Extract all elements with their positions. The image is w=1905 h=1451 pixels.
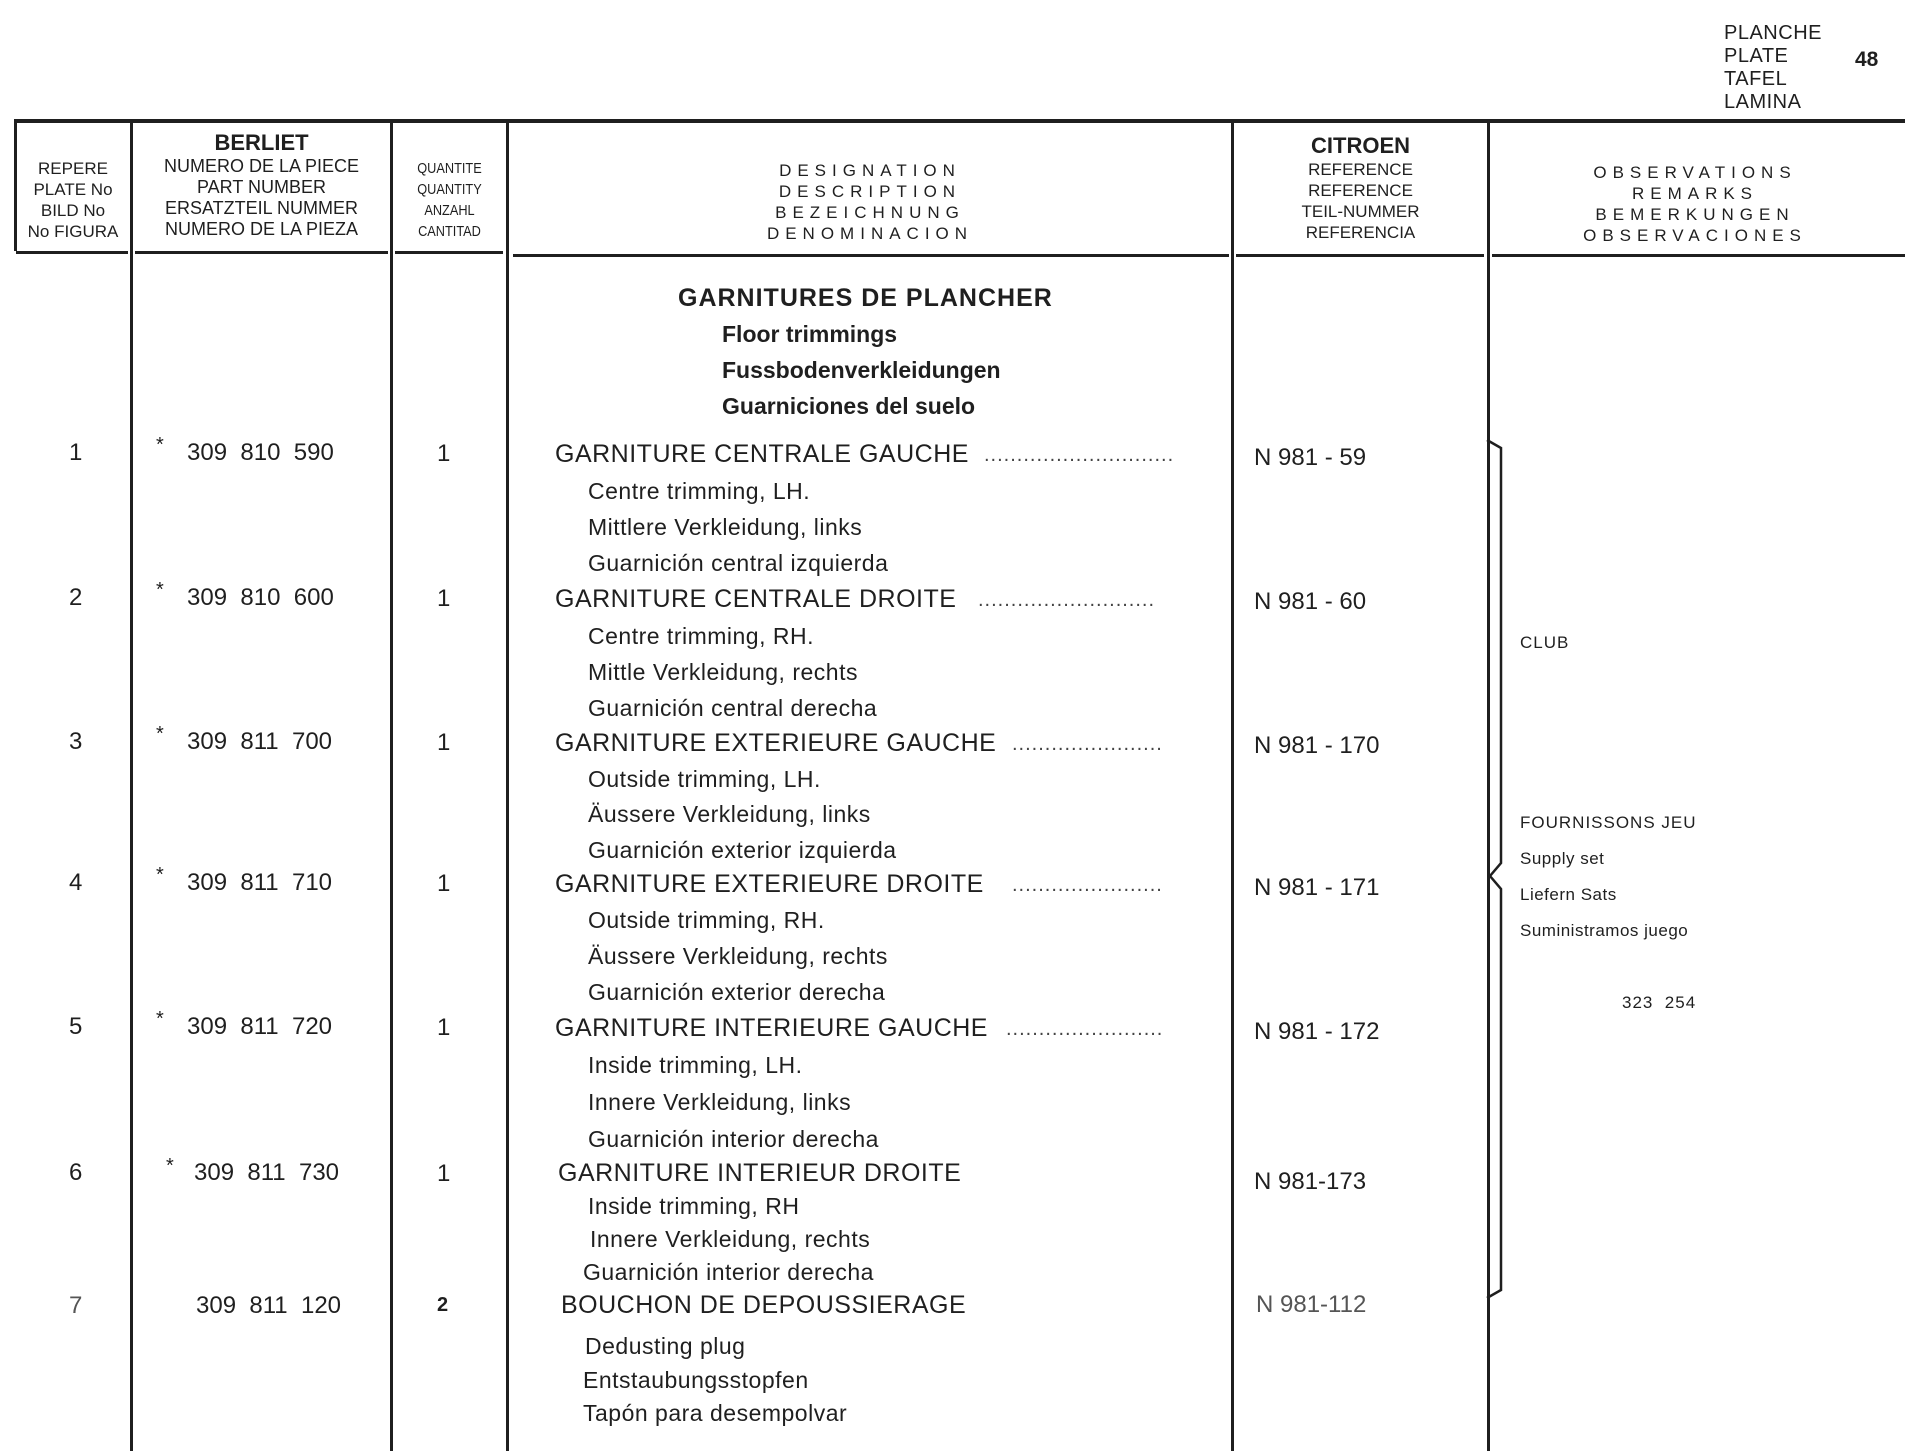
header-quantity bbox=[393, 158, 506, 242]
header-observations-line: BEMERKUNGEN bbox=[1595, 205, 1795, 224]
header-citroen-line: REFERENCE bbox=[1308, 181, 1413, 200]
row-quantity: 2 bbox=[437, 1294, 449, 1316]
row-leader-dots: ....................... bbox=[1012, 733, 1163, 755]
row-star: * bbox=[156, 864, 164, 886]
row-designation-en: Centre trimming, LH. bbox=[588, 478, 811, 504]
row-citroen-ref: N 981 - 59 bbox=[1254, 444, 1367, 471]
row-part-number: 309 811 700 bbox=[187, 728, 333, 755]
header-citroen-title: CITROEN bbox=[1311, 133, 1410, 158]
header-underline bbox=[395, 251, 503, 254]
row-leader-dots: ............................. bbox=[984, 444, 1175, 466]
observation-supply-es: Suministramos juego bbox=[1520, 921, 1689, 940]
row-designation: GARNITURE CENTRALE DROITE bbox=[555, 585, 957, 613]
row-citroen-ref: N 981 - 60 bbox=[1254, 588, 1367, 615]
row-part-number: 309 811 710 bbox=[187, 869, 333, 896]
row-designation-de: Entstaubungsstopfen bbox=[583, 1367, 809, 1393]
observation-supply-fr: FOURNISSONS JEU bbox=[1520, 813, 1697, 832]
header-underline bbox=[135, 251, 388, 254]
column-rule bbox=[390, 123, 393, 1451]
row-designation-es: Tapón para desempolvar bbox=[583, 1400, 848, 1426]
header-berliet-line: NUMERO DE LA PIECE bbox=[163, 156, 360, 176]
row-citroen-ref: N 981 - 171 bbox=[1254, 874, 1380, 901]
row-citroen-ref: N 981 - 172 bbox=[1254, 1018, 1380, 1045]
plate-word: PLATE bbox=[1724, 45, 1789, 67]
observation-supply-en: Supply set bbox=[1520, 849, 1605, 868]
row-designation: GARNITURE CENTRALE GAUCHE bbox=[555, 440, 969, 468]
row-designation: GARNITURE EXTERIEURE DROITE bbox=[555, 870, 984, 898]
row-quantity: 1 bbox=[437, 1160, 451, 1187]
plate-word: LAMINA bbox=[1724, 91, 1802, 113]
row-designation-de: Innere Verkleidung, rechts bbox=[590, 1226, 871, 1252]
header-citroen-line: TEIL-NUMMER bbox=[1301, 202, 1420, 221]
row-designation-de: Mittlere Verkleidung, links bbox=[588, 514, 863, 540]
header-underline bbox=[1492, 254, 1905, 257]
observation-supply-de: Liefern Sats bbox=[1520, 885, 1617, 904]
observation-club: CLUB bbox=[1520, 633, 1570, 652]
row-designation-de: Mittle Verkleidung, rechts bbox=[588, 659, 858, 685]
header-observations-line: OBSERVATIONS bbox=[1593, 163, 1797, 182]
header-berliet-line: PART NUMBER bbox=[196, 177, 327, 197]
section-subtitle: Guarniciones del suelo bbox=[722, 393, 976, 419]
row-designation: BOUCHON DE DEPOUSSIERAGE bbox=[561, 1291, 967, 1319]
header-quantity-line: CANTITAD bbox=[418, 223, 481, 240]
row-designation-es: Guarnición interior derecha bbox=[583, 1259, 874, 1285]
row-leader-dots: ........................ bbox=[1006, 1018, 1164, 1040]
row-star: * bbox=[156, 723, 164, 745]
row-designation-en: Centre trimming, RH. bbox=[588, 623, 814, 649]
row-quantity: 1 bbox=[437, 1014, 451, 1041]
plate-word: TAFEL bbox=[1724, 68, 1788, 90]
row-part-number: 309 811 730 bbox=[194, 1159, 340, 1186]
header-designation-line: DESIGNATION bbox=[779, 161, 961, 180]
row-ref: 3 bbox=[69, 728, 83, 755]
row-citroen-ref: N 981 - 170 bbox=[1254, 732, 1380, 759]
header-underline bbox=[513, 254, 1229, 257]
row-designation-de: Äussere Verkleidung, links bbox=[588, 801, 871, 827]
header-ref-line: PLATE No bbox=[33, 180, 113, 199]
plate-label-block bbox=[1724, 22, 1822, 114]
header-ref bbox=[17, 158, 129, 242]
row-quantity: 1 bbox=[437, 585, 451, 612]
row-ref: 2 bbox=[69, 584, 83, 611]
header-designation-line: DENOMINACION bbox=[766, 224, 974, 243]
observation-set-number: 323 254 bbox=[1622, 993, 1697, 1012]
row-citroen-ref: N 981-112 bbox=[1256, 1291, 1367, 1318]
row-star: * bbox=[166, 1155, 174, 1177]
header-berliet-line: ERSATZTEIL NUMMER bbox=[164, 198, 358, 218]
row-part-number: 309 811 120 bbox=[196, 1292, 342, 1319]
section-title: GARNITURES DE PLANCHER bbox=[678, 284, 1053, 312]
header-quantity-line: ANZAHL bbox=[424, 202, 475, 219]
header-quantity-line: QUANTITY bbox=[417, 181, 482, 198]
row-designation: GARNITURE INTERIEUR DROITE bbox=[558, 1159, 962, 1187]
row-designation-es: Guarnición central derecha bbox=[588, 695, 878, 721]
section-subtitle: Fussbodenverkleidungen bbox=[722, 357, 1001, 383]
bracket-brace-icon bbox=[1485, 438, 1509, 1300]
header-berliet bbox=[133, 130, 390, 240]
row-designation: GARNITURE INTERIEURE GAUCHE bbox=[555, 1014, 988, 1042]
row-leader-dots: ........................... bbox=[978, 589, 1156, 611]
column-rule bbox=[506, 123, 509, 1451]
row-designation-de: Äussere Verkleidung, rechts bbox=[588, 943, 888, 969]
header-berliet-title: BERLIET bbox=[214, 130, 309, 155]
header-observations bbox=[1490, 162, 1905, 246]
row-designation-de: Innere Verkleidung, links bbox=[588, 1089, 852, 1115]
header-citroen-line: REFERENCE bbox=[1308, 160, 1413, 179]
row-star: * bbox=[156, 1008, 164, 1030]
top-rule bbox=[14, 119, 1905, 123]
row-designation: GARNITURE EXTERIEURE GAUCHE bbox=[555, 729, 997, 757]
row-ref: 4 bbox=[69, 869, 83, 896]
header-citroen-line: REFERENCIA bbox=[1305, 223, 1416, 242]
header-designation-line: BEZEICHNUNG bbox=[775, 203, 965, 222]
row-designation-es: Guarnición interior derecha bbox=[588, 1126, 879, 1152]
row-designation-en: Inside trimming, LH. bbox=[588, 1052, 803, 1078]
header-designation bbox=[509, 160, 1231, 244]
column-rule bbox=[130, 123, 133, 1451]
header-quantity-line: QUANTITE bbox=[417, 160, 482, 177]
row-ref: 6 bbox=[69, 1159, 83, 1186]
header-ref-line: No FIGURA bbox=[27, 222, 119, 241]
plate-word: PLANCHE bbox=[1724, 22, 1822, 44]
row-designation-es: Guarnición central izquierda bbox=[588, 550, 889, 576]
header-underline bbox=[16, 251, 128, 254]
row-part-number: 309 810 590 bbox=[187, 439, 334, 466]
header-citroen bbox=[1234, 133, 1487, 243]
header-designation-line: DESCRIPTION bbox=[778, 182, 962, 201]
column-rule bbox=[1231, 123, 1234, 1451]
row-star: * bbox=[156, 579, 164, 601]
row-ref: 1 bbox=[69, 439, 83, 466]
row-designation-en: Outside trimming, LH. bbox=[588, 766, 821, 792]
row-part-number: 309 811 720 bbox=[187, 1013, 333, 1040]
header-observations-line: OBSERVACIONES bbox=[1583, 226, 1807, 245]
row-designation-en: Inside trimming, RH bbox=[588, 1193, 800, 1219]
row-quantity: 1 bbox=[437, 870, 451, 897]
header-ref-line: REPERE bbox=[38, 159, 108, 178]
row-designation-es: Guarnición exterior izquierda bbox=[588, 837, 897, 863]
row-ref: 7 bbox=[69, 1292, 83, 1319]
row-ref: 5 bbox=[69, 1013, 83, 1040]
row-quantity: 1 bbox=[437, 729, 451, 756]
plate-number: 48 bbox=[1855, 48, 1879, 71]
row-designation-es: Guarnición exterior derecha bbox=[588, 979, 886, 1005]
row-leader-dots: ....................... bbox=[1012, 874, 1163, 896]
row-star: * bbox=[156, 434, 164, 456]
row-part-number: 309 810 600 bbox=[187, 584, 334, 611]
section-subtitle: Floor trimmings bbox=[722, 321, 898, 347]
row-designation-en: Outside trimming, RH. bbox=[588, 907, 825, 933]
row-quantity: 1 bbox=[437, 440, 451, 467]
row-citroen-ref: N 981-173 bbox=[1254, 1168, 1367, 1195]
header-underline bbox=[1236, 254, 1484, 257]
header-observations-line: REMARKS bbox=[1631, 184, 1759, 203]
header-berliet-line: NUMERO DE LA PIEZA bbox=[164, 219, 359, 239]
row-designation-en: Dedusting plug bbox=[585, 1333, 746, 1359]
header-ref-line: BILD No bbox=[40, 201, 106, 220]
